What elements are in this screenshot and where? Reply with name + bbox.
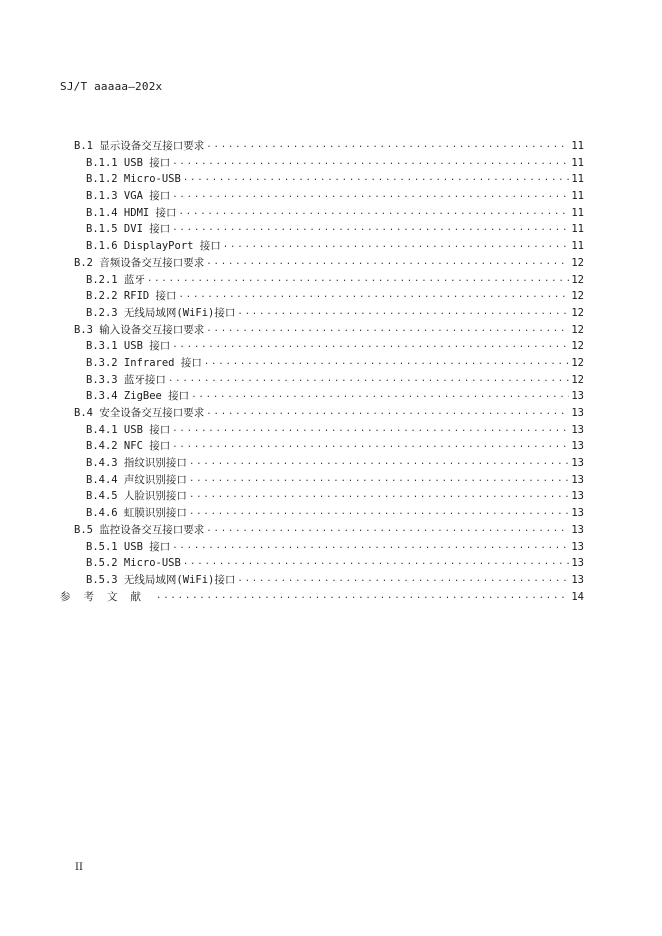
- toc-entry[interactable]: [60, 338, 584, 355]
- toc-entry[interactable]: [60, 255, 584, 272]
- toc-leader-dots: [172, 337, 569, 354]
- toc-entry[interactable]: [60, 138, 584, 155]
- toc-entry-label: B.1.4 HDMI 接口: [86, 206, 177, 219]
- toc-entry-label: B.1.1 USB 接口: [86, 156, 171, 169]
- toc-leader-dots: [206, 137, 569, 154]
- toc-entry-page: 11: [571, 140, 584, 152]
- toc-entry[interactable]: [60, 238, 584, 255]
- toc-leader-dots: [189, 487, 569, 504]
- toc-entry[interactable]: [60, 405, 584, 422]
- toc-entry[interactable]: [60, 355, 584, 372]
- toc-leader-dots: [172, 538, 569, 555]
- toc-leader-dots: [223, 237, 570, 254]
- toc-entry-page: 11: [571, 223, 584, 236]
- toc-leader-dots: [172, 437, 569, 454]
- toc-leader-dots: [206, 521, 569, 538]
- toc-entry-page: 12: [571, 290, 584, 303]
- toc-entry-page: 13: [571, 557, 584, 570]
- toc-entry-references[interactable]: [60, 589, 584, 606]
- toc-entry-label: B.4 安全设备交互接口要求: [74, 407, 205, 419]
- toc-leader-dots: [172, 220, 569, 237]
- toc-entry[interactable]: [60, 205, 584, 222]
- faint-watermark: [160, 906, 500, 924]
- toc-entry-label: 参考文献: [60, 590, 154, 603]
- table-of-contents: [60, 138, 584, 605]
- toc-entry-page: 13: [571, 390, 584, 403]
- toc-entry-page: 12: [571, 256, 584, 269]
- toc-entry-label: B.4.6 虹膜识别接口: [86, 507, 187, 520]
- toc-entry-label: B.4.1 USB 接口: [86, 423, 171, 436]
- toc-entry[interactable]: [60, 539, 584, 556]
- toc-leader-dots: [147, 271, 569, 288]
- toc-entry-page: 11: [571, 173, 584, 186]
- toc-leader-dots: [183, 554, 570, 571]
- toc-leader-dots: [206, 254, 569, 271]
- toc-entry[interactable]: [60, 372, 584, 389]
- toc-entry-label: B.3 输入设备交互接口要求: [74, 323, 205, 336]
- toc-leader-dots: [204, 354, 570, 371]
- toc-entry-label: B.1.2 Micro-USB: [86, 173, 181, 186]
- toc-entry-label: B.4.4 声纹识别接口: [86, 473, 187, 486]
- toc-leader-dots: [206, 321, 569, 338]
- toc-entry-label: B.3.3 蓝牙接口: [86, 373, 166, 386]
- toc-entry-label: B.5.2 Micro-USB: [86, 557, 181, 570]
- toc-entry[interactable]: [60, 188, 584, 205]
- toc-entry[interactable]: [60, 422, 584, 439]
- toc-entry[interactable]: [60, 305, 584, 322]
- toc-entry-label: B.2.2 RFID 接口: [86, 290, 177, 303]
- toc-leader-dots: [172, 421, 569, 438]
- toc-entry[interactable]: [60, 272, 584, 289]
- toc-entry-label: B.2.3 无线局域网(WiFi)接口: [86, 306, 236, 319]
- toc-entry-label: B.3.2 Infrared 接口: [86, 356, 202, 369]
- toc-entry-page: 13: [571, 573, 584, 586]
- toc-entry[interactable]: [60, 472, 584, 489]
- toc-entry[interactable]: [60, 555, 584, 572]
- toc-entry[interactable]: [60, 288, 584, 305]
- toc-entry-label: B.4.3 指纹识别接口: [86, 457, 187, 470]
- toc-entry-label: B.1.3 VGA 接口: [86, 190, 171, 203]
- toc-entry-page: 12: [571, 306, 584, 319]
- toc-entry-label: B.1.5 DVI 接口: [86, 223, 171, 236]
- toc-entry-page: 11: [571, 156, 584, 169]
- toc-entry[interactable]: [60, 221, 584, 238]
- toc-leader-dots: [179, 287, 570, 304]
- toc-leader-dots: [189, 504, 569, 521]
- toc-entry[interactable]: [60, 388, 584, 405]
- toc-entry-page: 12: [571, 340, 584, 353]
- toc-entry-page: 13: [571, 490, 584, 503]
- toc-entry-page: 13: [571, 473, 584, 486]
- toc-entry-page: 12: [571, 273, 584, 286]
- toc-leader-dots: [179, 204, 570, 221]
- toc-entry[interactable]: [60, 455, 584, 472]
- toc-entry-page: 11: [571, 240, 584, 253]
- toc-leader-dots: [189, 471, 569, 488]
- toc-entry-label: B.5 监控设备交互接口要求: [74, 523, 205, 536]
- toc-entry-page: 12: [571, 323, 584, 336]
- toc-entry-page: 13: [571, 540, 584, 553]
- toc-leader-dots: [189, 454, 569, 471]
- document-code: SJ/T aaaaa—202x: [60, 80, 163, 93]
- toc-leader-dots: [172, 154, 569, 171]
- toc-entry[interactable]: [60, 488, 584, 505]
- toc-entry[interactable]: [60, 572, 584, 589]
- toc-entry-label: B.1 显示设备交互接口要求: [74, 140, 205, 152]
- toc-leader-dots: [183, 170, 570, 187]
- toc-entry-page: 13: [571, 407, 584, 419]
- toc-entry-label: B.4.5 人脸识别接口: [86, 490, 187, 503]
- toc-entry-page: 12: [571, 356, 584, 369]
- toc-entry-page: 13: [571, 507, 584, 520]
- toc-entry-label: B.5.3 无线局域网(WiFi)接口: [86, 573, 236, 586]
- toc-entry-page: 11: [571, 190, 584, 203]
- toc-entry-label: B.4.2 NFC 接口: [86, 440, 171, 453]
- toc-leader-dots: [237, 571, 569, 588]
- toc-entry-label: B.5.1 USB 接口: [86, 540, 171, 553]
- toc-entry-label: B.1.6 DisplayPort 接口: [86, 240, 221, 253]
- toc-entry-label: B.2 音频设备交互接口要求: [74, 256, 205, 269]
- toc-entry-page: 13: [571, 440, 584, 453]
- toc-leader-dots: [206, 404, 569, 421]
- toc-leader-dots: [156, 588, 569, 605]
- page-number: II: [75, 862, 83, 873]
- toc-entry-page: 13: [571, 523, 584, 536]
- toc-entry-label: B.3.1 USB 接口: [86, 340, 171, 353]
- toc-entry-page: 13: [571, 423, 584, 436]
- toc-entry-page: 11: [571, 206, 584, 219]
- toc-entry-label: B.3.4 ZigBee 接口: [86, 390, 190, 403]
- toc-entry-label: B.2.1 蓝牙: [86, 273, 145, 286]
- toc-leader-dots: [237, 304, 569, 321]
- toc-entry[interactable]: [60, 171, 584, 188]
- toc-entry[interactable]: [60, 155, 584, 172]
- toc-entry-page: 13: [571, 457, 584, 470]
- toc-entry[interactable]: [60, 522, 584, 539]
- toc-entry[interactable]: [60, 322, 584, 339]
- toc-entry-page: 14: [571, 590, 584, 603]
- toc-entry[interactable]: [60, 438, 584, 455]
- toc-leader-dots: [191, 387, 569, 404]
- toc-entry-page: 12: [571, 373, 584, 386]
- toc-leader-dots: [172, 187, 569, 204]
- toc-entry[interactable]: [60, 505, 584, 522]
- toc-leader-dots: [168, 371, 569, 388]
